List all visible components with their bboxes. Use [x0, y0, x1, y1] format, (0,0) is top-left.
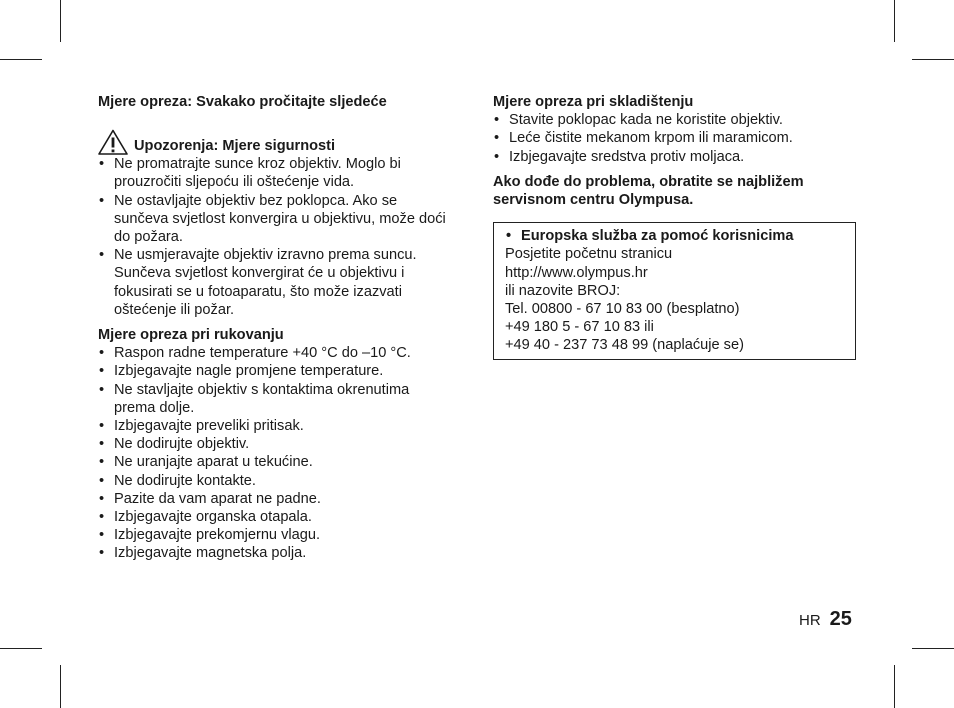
list-item: • Izbjegavajte nagle promjene temperature. — [98, 362, 450, 380]
warning-triangle-icon — [98, 129, 134, 155]
warnings-heading: Upozorenja: Mjere sigurnosti — [134, 138, 336, 154]
list-item: • Ne dodirujte objektiv. — [98, 435, 450, 453]
right-column — [493, 93, 857, 360]
left-column — [98, 93, 450, 563]
list-item: • Ne uranjajte aparat u tekućine. — [98, 453, 450, 471]
support-phone: Tel. 00800 - 67 10 83 00 (besplatno) — [505, 301, 740, 318]
list-item: • Ne dodirujte kontakte. — [98, 472, 450, 490]
list-item: • Izbjegavajte prekomjernu vlagu. — [98, 526, 450, 544]
handling-list — [98, 344, 450, 562]
storage-heading: Mjere opreza pri skladištenju — [493, 94, 694, 110]
list-item: • Izbjegavajte preveliki pritisak. — [98, 417, 450, 435]
crop-mark — [60, 665, 61, 708]
crop-mark — [912, 648, 954, 649]
crop-mark — [894, 665, 895, 708]
list-item: • Izbjegavajte sredstva protiv moljaca. — [493, 148, 857, 166]
support-box-title: • Europska služba za pomoć korisnicima — [505, 227, 845, 245]
support-phone: +49 40 - 237 73 48 99 (naplaćuje se) — [505, 337, 744, 354]
list-item: • Ne ostavljajte objektiv bez poklopca. Ako se sunčeva svjetlost konvergira u objektivu, može doći do požara. — [98, 192, 450, 247]
precautions-heading: Mjere opreza: Svakako pročitajte sljedeće — [98, 94, 387, 110]
list-item: • Izbjegavajte magnetska polja. — [98, 544, 450, 562]
list-item: • Ne promatrajte sunce kroz objektiv. Moglo bi prouzročiti sljepoću ili oštećenje vida. — [98, 155, 450, 191]
page-footer — [799, 610, 852, 630]
language-code: HR — [799, 612, 821, 629]
problem-note: Ako dođe do problema, obratite se najbližem servisnom centru Olympusa. — [493, 173, 804, 209]
crop-mark — [0, 59, 42, 60]
support-phone: +49 180 5 - 67 10 83 ili — [505, 319, 654, 336]
support-line: ili nazovite BROJ: — [505, 282, 621, 299]
crop-mark — [894, 0, 895, 42]
list-item: • Ne stavljajte objektiv s kontaktima okrenutima prema dolje. — [98, 381, 450, 417]
support-line: Posjetite početnu stranicu — [505, 246, 673, 263]
warnings-list — [98, 155, 450, 319]
crop-mark — [0, 648, 42, 649]
crop-mark — [912, 59, 954, 60]
warnings-heading-row — [98, 129, 450, 155]
support-box — [493, 222, 856, 359]
support-url: http://www.olympus.hr — [505, 264, 648, 281]
list-item: • Ne usmjeravajte objektiv izravno prema suncu. Sunčeva svjetlost konvergirat će u objektivu i fokusirati se u fotoaparatu, što može izazvati oštećenje ili požar. — [98, 246, 450, 319]
list-item: • Stavite poklopac kada ne koristite objektiv. — [493, 111, 857, 129]
list-item: • Raspon radne temperature +40 °C do –10 °C. — [98, 344, 450, 362]
list-item: • Pazite da vam aparat ne padne. — [98, 490, 450, 508]
page-number: 25 — [829, 608, 852, 630]
list-item: • Leće čistite mekanom krpom ili maramicom. — [493, 129, 857, 147]
list-item: • Izbjegavajte organska otapala. — [98, 508, 450, 526]
storage-list — [493, 111, 857, 166]
crop-mark — [60, 0, 61, 42]
handling-heading: Mjere opreza pri rukovanju — [98, 327, 284, 344]
